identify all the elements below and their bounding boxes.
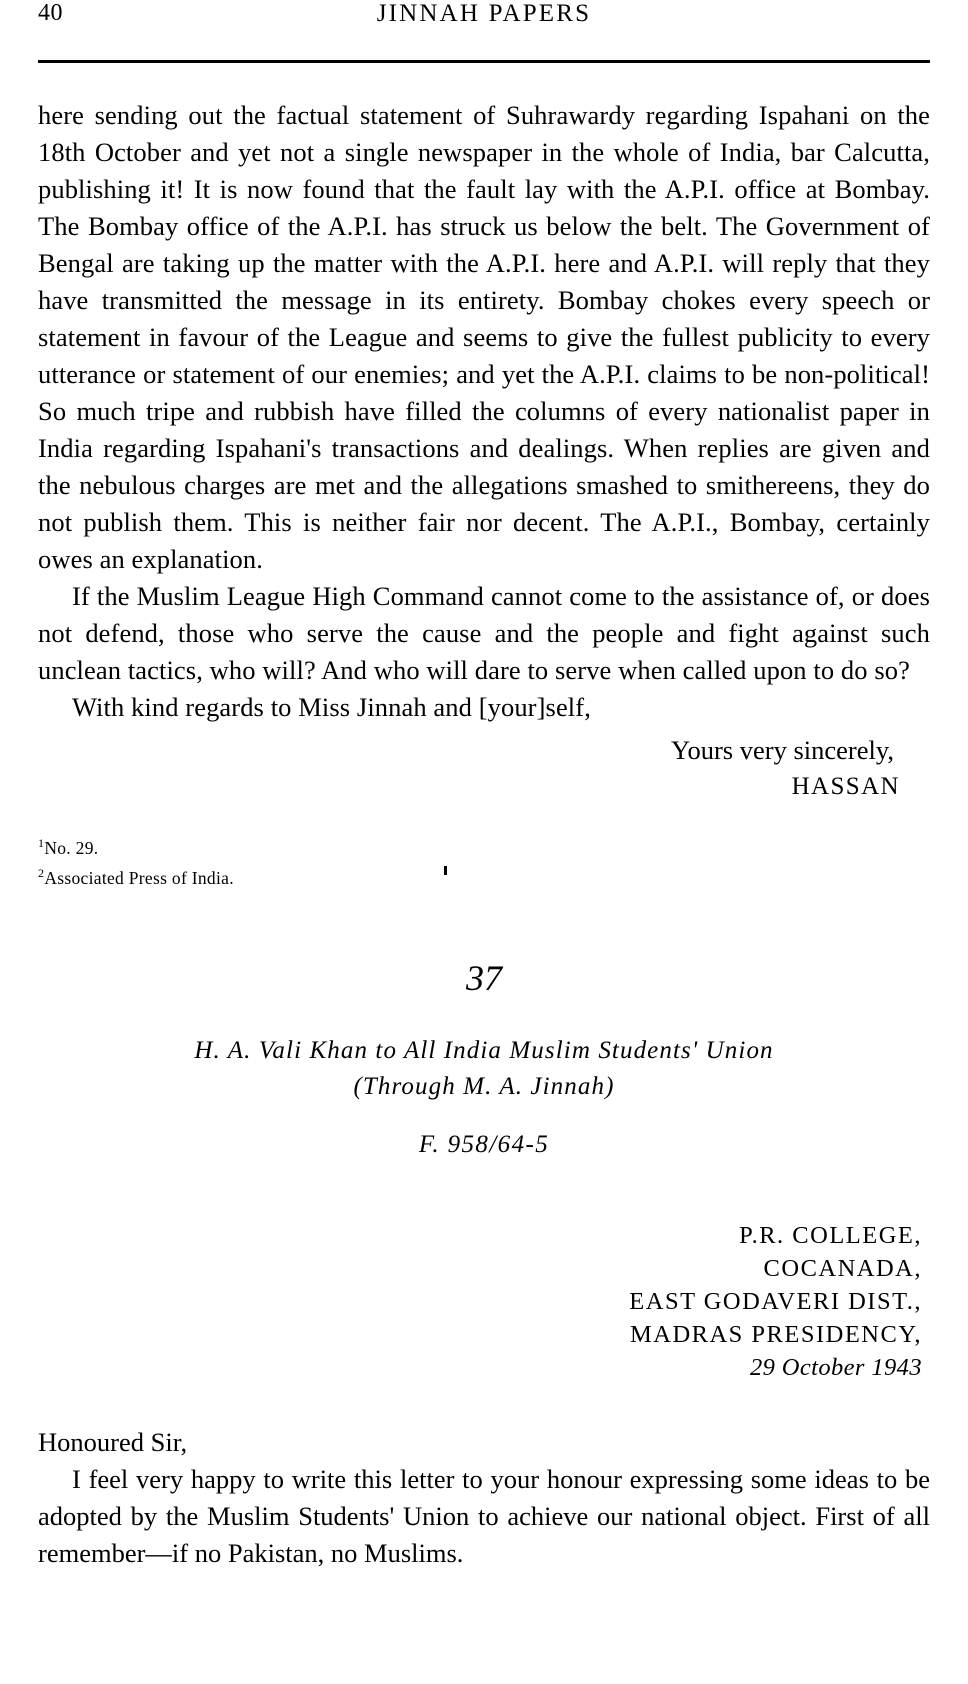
address-line: MADRAS PRESIDENCY,: [629, 1320, 922, 1348]
paragraph: I feel very happy to write this letter to your honour expressing some ideas to be adopted by the Muslim Students' Union to achieve our national object. First of all remember—if no Pakistan, no Muslims.: [38, 1463, 930, 1568]
page-number: 40: [38, 0, 63, 26]
address-line: COCANADA,: [763, 1254, 922, 1282]
document-title-line-1: H. A. Vali Khan to All India Muslim Students' Union: [194, 1036, 774, 1064]
document-title: [38, 1033, 930, 1105]
letter-body: [38, 1461, 930, 1572]
footnote-item: [38, 861, 930, 891]
document-reference: F. 958/64-5: [418, 1130, 550, 1158]
signature: HASSAN: [791, 773, 900, 800]
paragraph: With kind regards to Miss Jinnah and [your]self,: [72, 692, 591, 722]
paragraph: here sending out the factual statement of Suhrawardy regarding Ispahani on the 18th October and yet not a single newspaper in the whole of India, bar Calcutta, publishing it! It is now found that the fault lay with the A.P.I. office at Bombay. The Bombay office of the A.P.I. has struck us below the belt. The Government of Bengal are taking up the matter with the A.P.I. here and A.P.I. will reply that they have transmitted the message in its entirety. Bombay chokes every speech or statement in favour of the League and seems to give the fullest publicity to every utterance or statement of our enemies; and yet the A.P.I. claims to be non-political! So much tripe and rubbish have filled the columns of every nationalist paper in India regarding Ispahani's transactions and dealings. When replies are given and the nebulous charges are met and the allegations smashed to smithereens, they do not publish them. This is neither fair nor decent. The A.P.I., Bombay, certainly owes an explanation.: [38, 100, 930, 574]
paragraph: If the Muslim League High Command cannot come to the assistance of, or does not defend, those who serve the cause and the people and fight against such unclean tactics, who will? And who will dare to serve when called upon to do so?: [38, 581, 930, 685]
document-number: 37: [466, 957, 502, 998]
running-head: [38, 0, 930, 52]
address-block: [38, 1219, 930, 1384]
ink-speck: [444, 866, 447, 875]
footnote-marker: 2: [38, 865, 45, 880]
letter-date: 29 October 1943: [749, 1353, 922, 1381]
letter-continuation: [38, 97, 930, 726]
footnote-text: Associated Press of India.: [44, 867, 234, 888]
footnote-item: [38, 831, 930, 861]
salutation: Honoured Sir,: [38, 1426, 188, 1457]
footnote-block: [38, 831, 930, 891]
document-title-line-2: (Through M. A. Jinnah): [353, 1072, 615, 1100]
address-line: EAST GODAVERI DIST.,: [629, 1287, 922, 1315]
address-line: P.R. COLLEGE,: [739, 1221, 922, 1249]
footnote-marker: 1: [38, 836, 45, 850]
footnote-text: No. 29.: [44, 837, 99, 858]
book-title: JINNAH PAPERS: [376, 0, 592, 27]
valediction: Yours very sincerely,: [670, 735, 894, 765]
header-rule: [38, 60, 930, 63]
